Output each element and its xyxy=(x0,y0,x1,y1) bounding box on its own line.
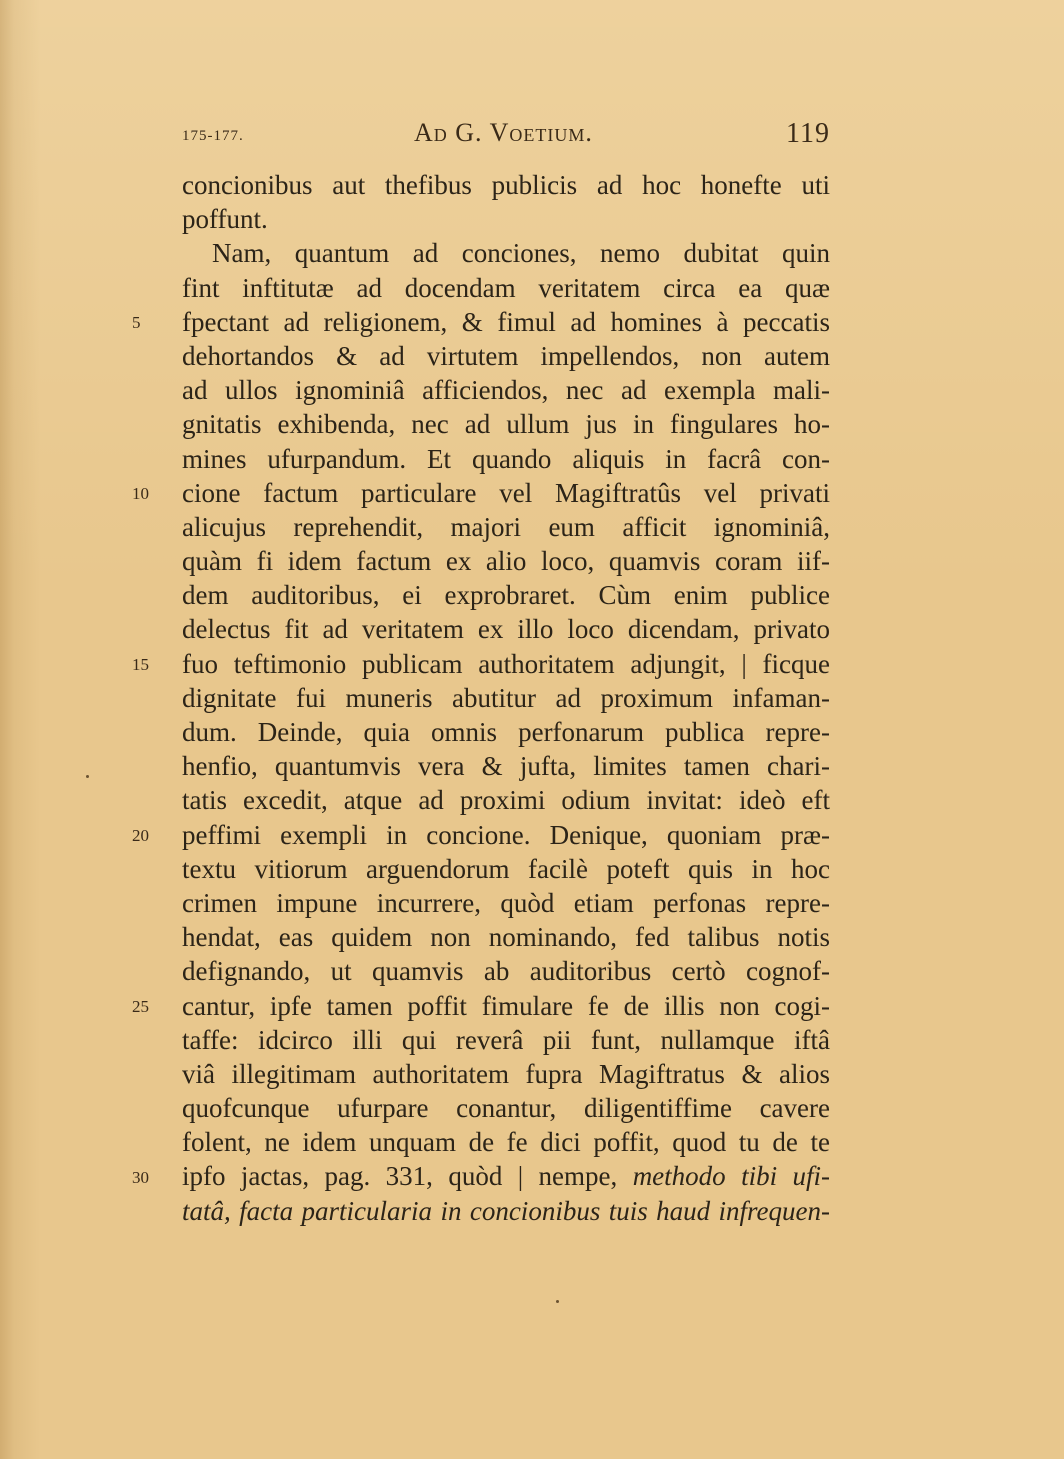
text-line: hendat, eas quidem non nominando, fed talibus notis xyxy=(182,922,830,953)
text-span-roman: ipfo jactas, pag. 331, quòd | nempe, xyxy=(182,1161,633,1192)
text-span-italic: tatâ, facta particularia in concionibus tuis haud infrequen- xyxy=(182,1195,830,1226)
text-line: quàm fi idem factum ex alio loco, quamvis coram iif- xyxy=(182,546,830,577)
text-line: textu vitiorum arguendorum facilè poteft quis in hoc xyxy=(182,853,830,884)
text-line: fint inftitutæ ad docendam veritatem circa ea quæ xyxy=(182,272,830,303)
text-line: Nam, quantum ad conciones, nemo dubitat quin xyxy=(212,238,830,269)
text-line: viâ illegitimam authoritatem fupra Magiftratus & alios xyxy=(182,1058,830,1089)
text-line: dum. Deinde, quia omnis perfonarum publica repre- xyxy=(182,717,830,747)
text-line: defignando, ut quamvis ab auditoribus certò cognof- xyxy=(182,956,830,987)
text-line: tatis excedit, atque ad proximi odium invitat: ideò eft xyxy=(182,785,830,816)
text-line xyxy=(182,1194,830,1228)
text-line: dem auditoribus, ei exprobraret. Cùm enim publice xyxy=(182,580,830,611)
text-line: concionibus aut thefibus publicis ad hoc honefte uti xyxy=(182,170,830,200)
text-line: crimen impune incurrere, quòd etiam perfonas repre- xyxy=(182,887,830,918)
running-head-title: Ad G. Voetium. xyxy=(414,118,593,147)
text-line: folent, ne idem unquam de fe dici poffit, quod tu de te xyxy=(182,1127,830,1158)
text-line: ad ullos ignominiâ afficiendos, nec ad exempla mali- xyxy=(182,375,830,406)
paper-speck xyxy=(86,775,89,778)
text-line: henfio, quantumvis vera & jufta, limites tamen chari- xyxy=(182,751,830,782)
text-line xyxy=(182,1159,830,1193)
text-line: quofcunque ufurpare conantur, diligentiffime cavere xyxy=(182,1093,830,1124)
line-number: 20 xyxy=(132,825,149,845)
running-head-page-range: 175-177. xyxy=(182,128,244,144)
body-text xyxy=(182,168,830,1228)
text-line: poffunt. xyxy=(182,204,268,235)
text-line: taffe: idcirco illi qui reverâ pii funt, nullamque iftâ xyxy=(182,1024,830,1055)
line-number: 25 xyxy=(132,996,149,1016)
text-line: fuo teftimonio publicam authoritatem adjungit, | ficque xyxy=(182,648,830,679)
line-number: 30 xyxy=(132,1167,149,1187)
text-line: alicujus reprehendit, majori eum afficit ignominiâ, xyxy=(182,511,830,542)
text-line: cantur, ipfe tamen poffit fimulare fe de illis non cogi- xyxy=(182,990,830,1021)
text-span-italic: methodo tibi ufi- xyxy=(632,1161,830,1192)
line-number: 10 xyxy=(132,483,149,503)
line-number: 5 xyxy=(132,312,141,332)
line-number: 15 xyxy=(132,654,149,674)
running-head xyxy=(182,118,830,158)
text-line: peffimi exempli in concione. Denique, quoniam præ- xyxy=(182,819,830,850)
text-line: cione factum particulare vel Magiftratûs vel privati xyxy=(182,477,830,508)
page-number: 119 xyxy=(786,118,830,149)
paper-speck xyxy=(556,1300,559,1303)
text-line: delectus fit ad veritatem ex illo loco dicendam, privato xyxy=(182,614,830,645)
text-line: dignitate fui muneris abutitur ad proximum infaman- xyxy=(182,682,830,713)
text-line: fpectant ad religionem, & fimul ad homines à peccatis xyxy=(182,306,830,337)
text-line: gnitatis exhibenda, nec ad ullum jus in fingulares ho- xyxy=(182,409,830,440)
text-line: mines ufurpandum. Et quando aliquis in facrâ con- xyxy=(182,443,830,474)
text-line: dehortandos & ad virtutem impellendos, non autem xyxy=(182,340,830,371)
